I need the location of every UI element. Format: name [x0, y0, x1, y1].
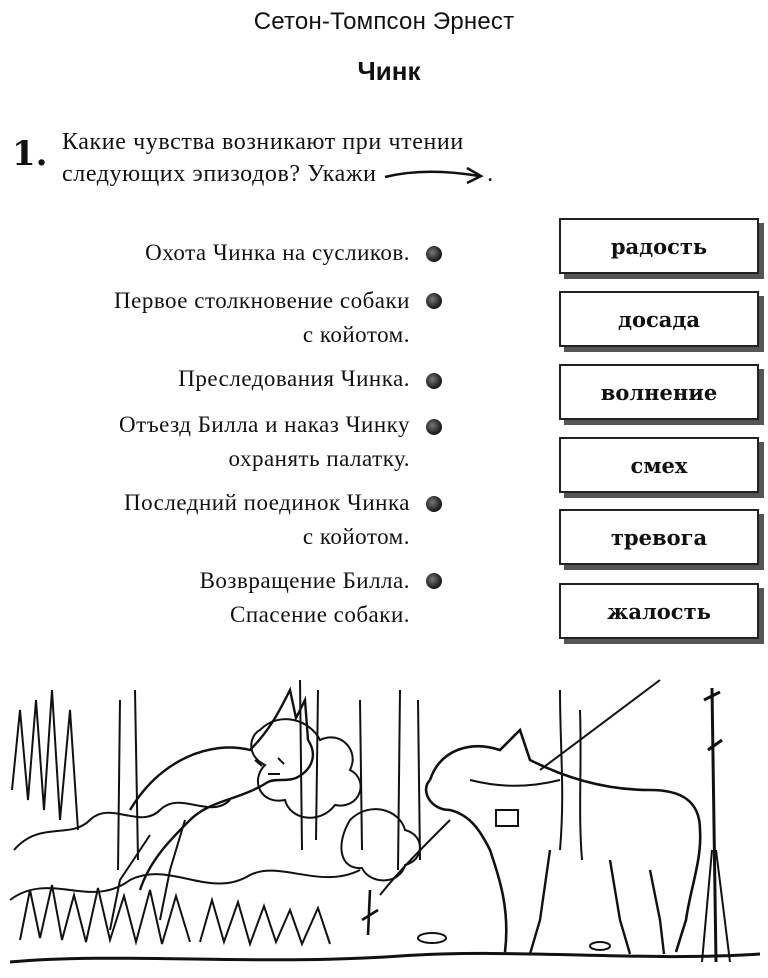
episode-4: [119, 408, 410, 476]
episode-3-line-1: Преследования Чинка.: [178, 366, 410, 391]
feeling-box-1[interactable]: радость: [559, 218, 759, 274]
episode-3: [178, 362, 410, 396]
feeling-box-2[interactable]: досада: [559, 291, 759, 347]
question-line-2-text: следующих эпизодов? Укажи: [62, 161, 377, 187]
episode-4-connector-dot[interactable]: [426, 419, 442, 435]
episode-2-connector-dot[interactable]: [426, 293, 442, 309]
episode-1: [145, 236, 410, 270]
episode-5-connector-dot[interactable]: [426, 496, 442, 512]
feeling-box-4[interactable]: смех: [559, 437, 759, 493]
story-title: Чинк: [357, 56, 421, 86]
feeling-box-5[interactable]: тревога: [559, 509, 759, 565]
arrow-right-icon: [383, 164, 487, 186]
question-line-2: [62, 158, 622, 190]
episode-1-line-1: Охота Чинка на сусликов.: [145, 240, 410, 265]
episode-2-line-1: Первое столкновение собаки: [114, 288, 410, 313]
episode-6: [200, 564, 410, 632]
episode-5-line-1: Последний поединок Чинка: [124, 490, 410, 515]
episode-3-connector-dot[interactable]: [426, 373, 442, 389]
episode-4-line-1: Отъезд Билла и наказ Чинку: [119, 412, 410, 437]
episode-5: [124, 486, 410, 554]
episode-2: [114, 284, 410, 352]
feeling-box-6[interactable]: жалость: [559, 583, 759, 639]
episode-4-line-2: охранять палатку.: [228, 446, 410, 471]
episode-6-line-2: Спасение собаки.: [230, 602, 410, 627]
question-text: [62, 126, 622, 190]
episode-6-line-1: Возвращение Билла.: [199, 568, 410, 593]
episode-2-line-2: с койотом.: [302, 322, 410, 347]
feeling-box-3[interactable]: волнение: [559, 364, 759, 420]
question-line-1: Какие чувства возникают при чтении: [62, 129, 464, 155]
question-number: 1.: [12, 134, 48, 174]
question-period: .: [487, 161, 494, 187]
episode-1-connector-dot[interactable]: [426, 246, 442, 262]
author-name: Сетон-Томпсон Эрнест: [253, 8, 515, 35]
episode-6-connector-dot[interactable]: [426, 573, 442, 589]
episode-5-line-2: с койотом.: [302, 524, 410, 549]
illustration-coyote-and-dog: [0, 670, 768, 970]
